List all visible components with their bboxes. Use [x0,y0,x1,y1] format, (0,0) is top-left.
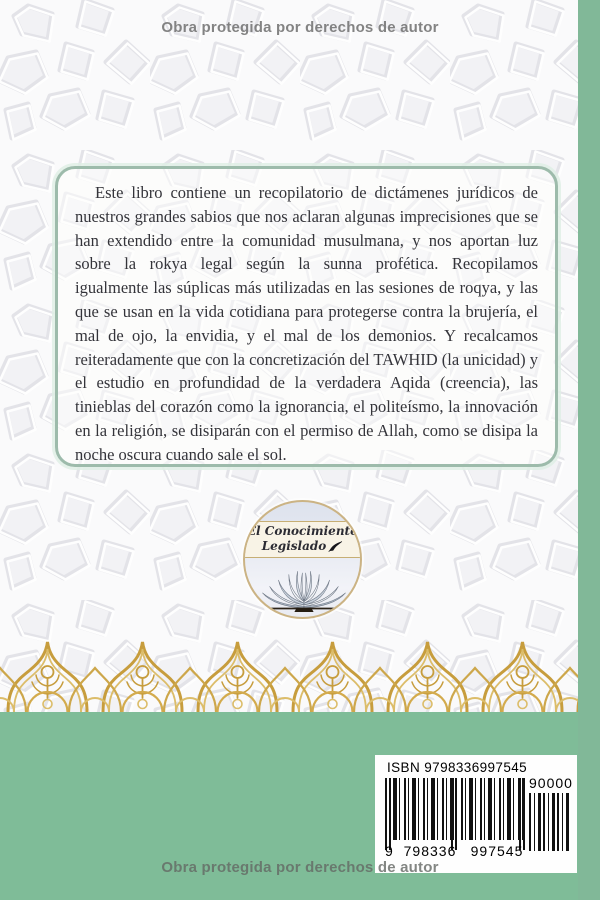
barcode-digit-group-1: 9 [385,843,393,859]
publisher-logo-banner [243,521,362,558]
spine-edge-stripe [578,0,600,900]
open-book-icon [256,562,352,614]
barcode-guard-bar [451,778,453,850]
barcode-digits [385,843,523,859]
back-cover-blurb-text: Este libro contiene un recopilatorio de dictámenes jurídicos de nuestros grandes sabios que nos aclaran algunas imprecisiones que se han extendido entre la comunidad musulmana, y nos aportan luz sobre la rokya legal según la sunna profética. Recopilamos igualmente las súplicas más utilizadas en las sesiones de roqya, y las que se usan en la vida cotidiana para protegerse contra la brujería, el mal de ojo, la envidia, y el mal de los demonios. Y recalcamos reiteradamente que con la concretización del TAWHID (la unicidad) y el estudio en profundidad de la verdadera Aqida (creencia), las tinieblas del corazón como la ignorancia, el politeísmo, la innovación en la religión, se disiparán con el permiso de Allah, como se disipa la noche oscura cuando sale el sol. [75,183,538,464]
barcode-price-code: 90000 [529,775,573,791]
barcode-guard-bar [519,778,521,850]
isbn-label: ISBN 9798336997545 [387,760,528,775]
copyright-watermark-top: Obra protegida por derechos de autor [161,19,439,36]
publisher-logo [243,500,362,619]
quill-feather-icon [328,541,343,552]
ean13-barcode-bars [385,778,523,840]
copyright-watermark-bottom: Obra protegida por derechos de autor [161,859,439,876]
barcode-guard-bar [389,778,391,850]
barcode-digit-group-3: 997545 [470,843,524,859]
barcode-guard-bar [523,778,525,850]
back-cover-blurb-box [55,166,558,467]
barcode-digit-group-2: 798336 [403,843,457,859]
publisher-name-line2: Legislado [261,539,327,553]
ean5-barcode-bars [529,793,571,851]
barcode [375,755,577,873]
barcode-guard-bar [385,778,387,850]
ornamental-arch-border [0,634,580,712]
publisher-name-line1: El Conocimiento [246,524,359,538]
barcode-guard-bar [455,778,457,850]
